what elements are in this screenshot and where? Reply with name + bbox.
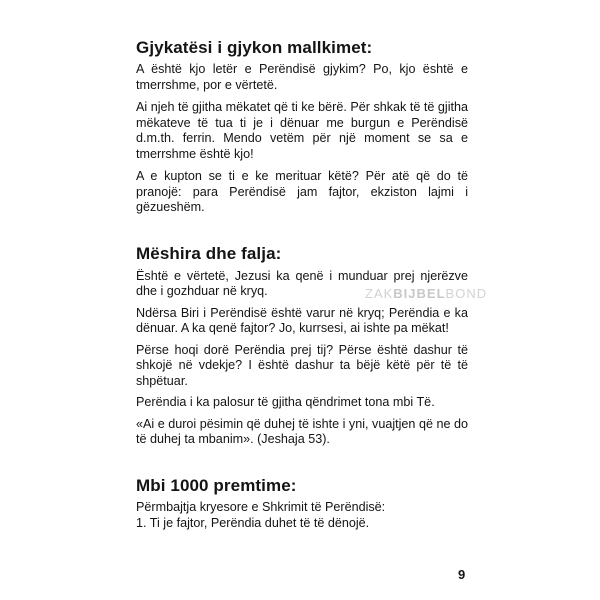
- section-judge: [136, 38, 468, 216]
- watermark-part: ZAK: [365, 286, 394, 301]
- paragraph: A është kjo letër e Perëndisë gjykim? Po, kjo është e tmerrshme, por e vërtetë.: [136, 62, 468, 92]
- paragraph: Përmbajtja kryesore e Shkrimit të Perëndisë:: [136, 499, 386, 514]
- section-mercy: [136, 244, 468, 448]
- paragraph: A e kupton se ti e ke merituar këtë? Për atë që do të pranojë: para Perëndisë jam fajtor, ekziston lajmi i gëzueshëm.: [136, 169, 468, 214]
- page-number: 9: [458, 567, 466, 582]
- paragraph: Përse hoqi dorë Perëndia prej tij? Përse është dashur të shkojë në vdekje? I është dashur ta bëjë këtë për të të shpëtuar.: [136, 342, 468, 388]
- watermark-part: BIJBEL: [393, 286, 446, 301]
- quote-paragraph: «Ai e duroi pësimin që duhej të ishte i yni, vuajtjen që ne do të duhej ta mbanim». (Jeshaja 53).: [136, 416, 468, 446]
- watermark: [365, 286, 487, 301]
- paragraph: Është e vërtetë, Jezusi ka qenë i munduar prej njerëzve dhe i gozhduar në kryq.: [136, 268, 468, 298]
- paragraph: Ndërsa Biri i Perëndisë është varur në kryq; Perëndia e ka dënuar. A ka qenë fajtor? Jo, kurrsesi, ai ishte pa mëkat!: [136, 305, 468, 335]
- section-heading: Gjykatësi i gjykon mallkimet:: [136, 38, 373, 57]
- section-heading: Mëshira dhe falja:: [136, 243, 282, 263]
- list-item: 1. Ti je fajtor, Perëndia duhet të të dënojë.: [136, 516, 370, 530]
- section-heading: Mbi 1000 premtime:: [136, 475, 297, 495]
- watermark-part: BOND: [445, 286, 488, 301]
- section-promises: [136, 476, 468, 532]
- paragraph: Ai njeh të gjitha mëkatet që ti ke bërë. Për shkak të të gjitha mëkateve të tua ti je i dënuar me burgun e Perëndisë d.m.th. ferrin. Mendo vetëm për një moment se sa e tmerrshme është kjo!: [136, 100, 468, 161]
- paragraph: Perëndia i ka palosur të gjitha qëndrimet tona mbi Të.: [136, 395, 435, 409]
